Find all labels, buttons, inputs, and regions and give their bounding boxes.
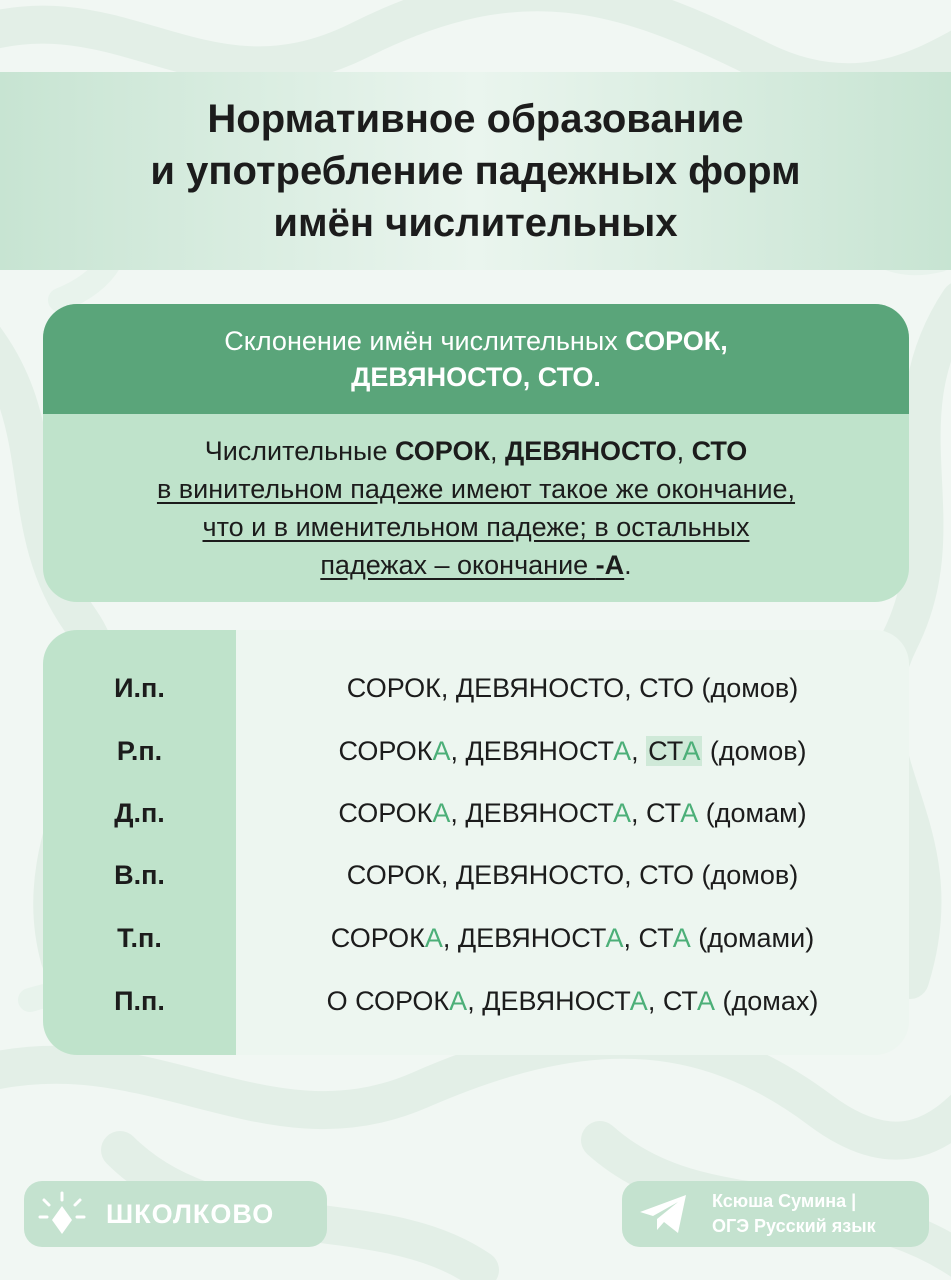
page-title [150,93,800,249]
form-sep: , [631,736,647,766]
form-stem: , ДЕВЯНОСТ [450,798,614,828]
brand-name: ШКОЛКОВО [106,1198,275,1229]
case-label: П.п. [114,986,165,1016]
rule-intro: Числительные [204,436,395,466]
rule-body-line-4 [320,546,631,584]
form-ending: А [629,986,648,1016]
rule-header-words-1: СОРОК, [625,326,728,356]
rule-word-devyanosto: ДЕВЯНОСТО [504,436,677,466]
author-line-2: ОГЭ Русский язык [712,1216,876,1236]
title-line-2: и употребление падежных форм [150,149,801,193]
form-stem: СОРОК [338,736,433,766]
form-ending: А [613,798,632,828]
form-ending: А [424,923,443,953]
title-line-1: Нормативное образование [207,97,744,141]
form-stem: , ДЕВЯНОСТ [467,986,630,1016]
form-stem: СОРОК [338,798,433,828]
table-row [236,984,909,1018]
forms-column [236,630,909,1055]
declension-table [43,630,909,1055]
form-stem: О СОРОК [326,986,450,1016]
rule-body-line-2: в винительном падеже имеют такое же окончание, [156,474,796,504]
author-line-1: Ксюша Сумина | [712,1191,857,1211]
rule-body-line-1 [205,432,748,470]
form-noun: (домах) [715,986,819,1016]
form-ending: А [605,923,624,953]
form-ending: А [697,986,716,1016]
case-column [43,630,236,1055]
rule-header-prefix: Склонение имён числительных [224,326,626,356]
case-label: В.п. [114,860,165,890]
form-stem: , СТ [631,798,681,828]
form-stem: СОРОК [330,923,425,953]
rule-ending: -А [595,550,625,580]
rule-card [43,304,909,602]
form-text: СОРОК, ДЕВЯНОСТО, СТО (домов) [346,673,799,703]
form-ending: А [672,923,691,953]
form-text: СОРОК, ДЕВЯНОСТО, СТО (домов) [346,860,799,890]
telegram-plane-icon [638,1192,690,1236]
form-ending: А [680,798,699,828]
form-stem: , ДЕВЯНОСТ [442,923,606,953]
rule-line-4-dot: . [624,550,632,580]
table-row [236,671,909,705]
table-row [236,734,909,768]
rule-word-sorok: СОРОК [394,436,490,466]
table-row [236,796,909,830]
form-stem: , СТ [623,923,673,953]
table-row [236,858,909,892]
highlighted-form [646,736,702,766]
author-badge [622,1181,929,1247]
form-stem: СТ [648,736,683,766]
table-row [236,921,909,955]
form-noun: (домами) [690,923,815,953]
rule-header-line-2 [351,359,601,395]
form-noun: (домов) [702,736,807,766]
title-band [0,72,951,270]
case-label: Д.п. [114,798,165,828]
case-label: И.п. [114,673,165,703]
rule-header-words-2: ДЕВЯНОСТО, СТО. [351,362,601,392]
rule-card-body [43,414,909,602]
brand-badge [24,1181,327,1247]
rule-sep-2: , [676,436,692,466]
rule-body-line-3: что и в именительном падеже; в остальных [202,512,750,542]
form-ending: А [682,736,701,766]
rule-card-header [43,304,909,414]
case-label: Т.п. [117,923,162,953]
case-label: Р.п. [116,736,163,766]
author-text [712,1189,876,1239]
form-ending: А [432,798,451,828]
form-ending: А [432,736,451,766]
form-stem: , СТ [647,986,698,1016]
shkolkovo-logo-icon [38,1190,86,1238]
rule-sep-1: , [489,436,505,466]
form-stem: , ДЕВЯНОСТ [450,736,614,766]
form-ending: А [613,736,632,766]
rule-line-4-text: падежах – окончание [320,550,596,580]
title-line-3: имён числительных [273,201,678,245]
form-noun: (домам) [698,798,807,828]
rule-header-line-1 [224,323,727,359]
rule-word-sto: СТО [691,436,748,466]
form-ending: А [449,986,468,1016]
